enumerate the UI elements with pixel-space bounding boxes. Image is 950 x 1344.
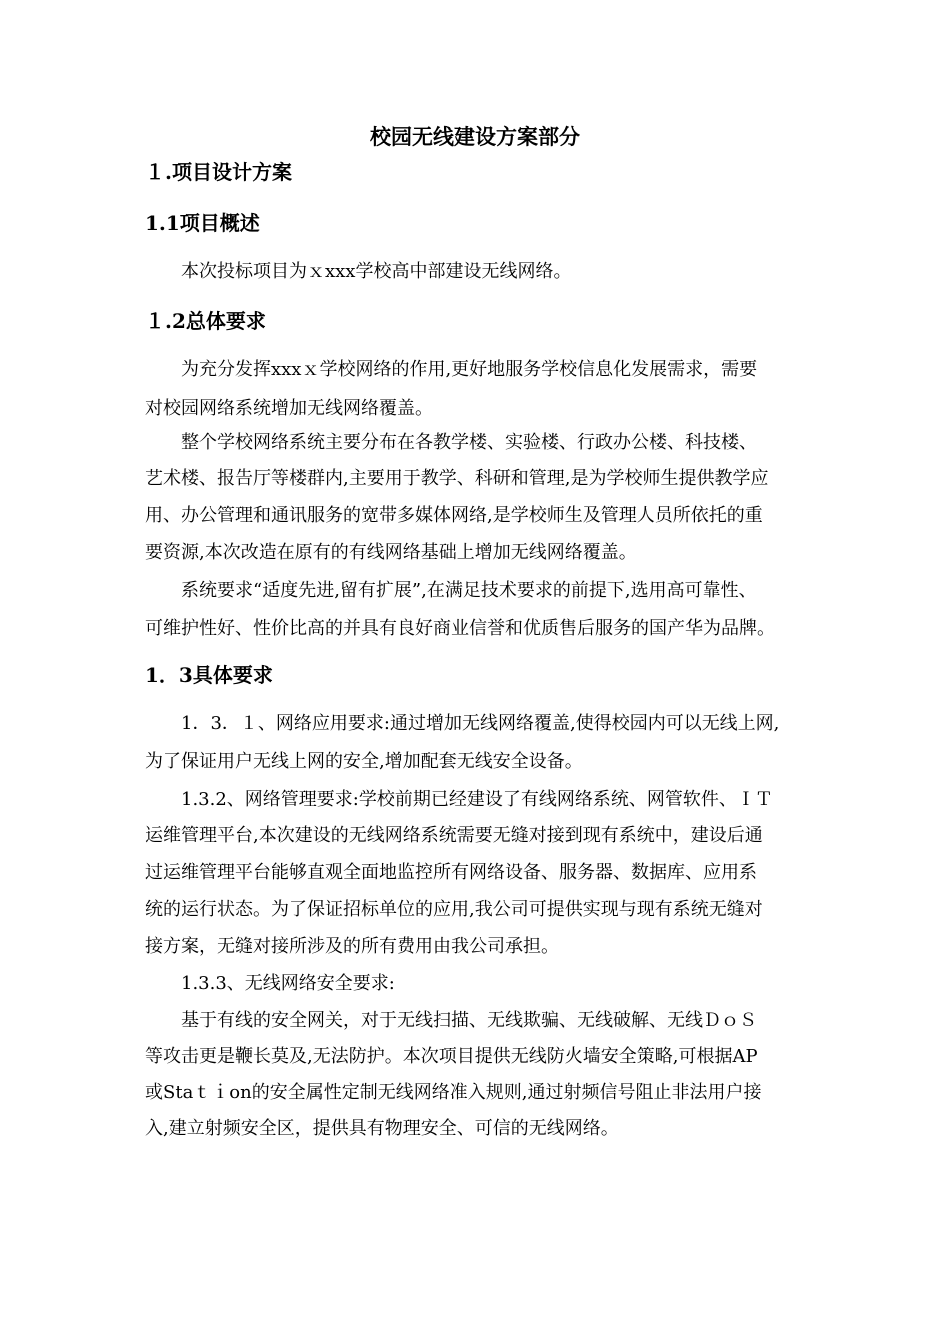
paragraph-line: 可维护性好、性价比高的并具有良好商业信誉和优质售后服务的国产华为品牌。 (145, 618, 775, 639)
paragraph-line: 要资源,本次改造在原有的有线网络基础上增加无线网络覆盖。 (145, 542, 637, 563)
paragraph-line: 整个学校网络系统主要分布在各教学楼、实验楼、行政办公楼、科技楼、 (181, 432, 757, 453)
paragraph-line: 接方案，无缝对接所涉及的所有费用由我公司承担。 (145, 936, 559, 957)
paragraph-line: 入,建立射频安全区，提供具有物理安全、可信的无线网络。 (145, 1118, 619, 1139)
paragraph-overview: 本次投标项目为ｘxxx学校高中部建设无线网络。 (181, 261, 572, 282)
heading-general-requirements: １.2总体要求 (145, 309, 266, 333)
paragraph-line: 等攻击更是鞭长莫及,无法防护。本次项目提供无线防火墙安全策略,可根据AP (145, 1046, 758, 1067)
paragraph-line: 1．3．１、网络应用要求:通过增加无线网络覆盖,使得校园内可以无线上网, (181, 713, 780, 734)
document-title: 校园无线建设方案部分 (370, 124, 580, 149)
paragraph-line: 艺术楼、报告厅等楼群内,主要用于教学、科研和管理,是为学校师生提供教学应 (145, 468, 769, 489)
paragraph-line: 基于有线的安全网关，对于无线扫描、无线欺骗、无线破解、无线ＤｏＳ (181, 1010, 757, 1031)
paragraph-line: 过运维管理平台能够直观全面地监控所有网络设备、服务器、数据库、应用系 (145, 862, 757, 883)
heading-specific-requirements: 1．3具体要求 (145, 663, 273, 687)
paragraph-line: 系统要求“适度先进,留有扩展”,在满足技术要求的前提下,选用高可靠性、 (181, 580, 757, 601)
heading-project-overview: 1.1项目概述 (145, 211, 260, 235)
heading-project-design: １.项目设计方案 (145, 160, 292, 184)
paragraph-line: 为了保证用户无线上网的安全,增加配套无线安全设备。 (145, 751, 583, 772)
subheading-wireless-security: 1.3.3、无线网络安全要求: (181, 973, 395, 994)
paragraph-line: 运维管理平台,本次建设的无线网络系统需要无缝对接到现有系统中，建设后通 (145, 825, 763, 846)
paragraph-line: 统的运行状态。为了保证招标单位的应用,我公司可提供实现与现有系统无缝对 (145, 899, 763, 920)
paragraph-line: 对校园网络系统增加无线网络覆盖。 (145, 398, 433, 419)
paragraph-line: 或Staｔｉon的安全属性定制无线网络准入规则,通过射频信号阻止非法用户接 (145, 1082, 762, 1103)
paragraph-line: 为充分发挥xxxｘ学校网络的作用,更好地服务学校信息化发展需求，需要 (181, 359, 758, 380)
paragraph-line: 用、办公管理和通讯服务的宽带多媒体网络,是学校师生及管理人员所依托的重 (145, 505, 763, 526)
paragraph-line: 1.3.2、网络管理要求:学校前期已经建设了有线网络系统、网管软件、ＩＴ (181, 789, 773, 810)
